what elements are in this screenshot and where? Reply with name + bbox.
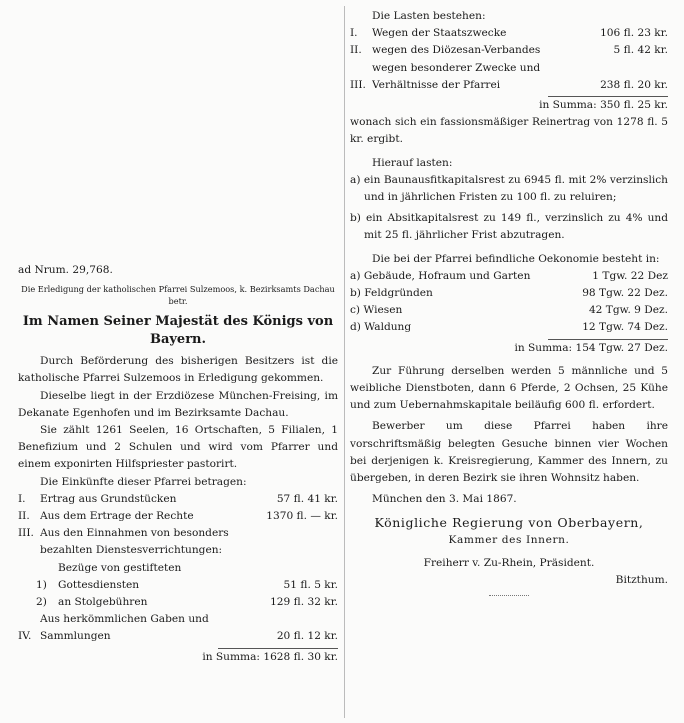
charge-amount: 238 fl. 20 kr. [600,78,668,91]
income-row [18,491,338,508]
estate-row [350,302,668,319]
charge-label: wegen des Diözesan-Verbandes [372,44,541,57]
paragraph-1: Durch Beförderung des bisherigen Besitzers ist die katholische Pfarrei Sulzemoos in Erledigung gekommen. [18,355,338,385]
signer-line: Freiherr v. Zu-Rhein, Präsident. [423,556,595,569]
right-column [350,8,668,602]
left-column [18,262,338,666]
charges-intro: Die Lasten bestehen: [372,10,486,22]
charge-num: III. [350,78,366,91]
paragraph-2: Dieselbe liegt in der Erzdiözese München-Freising, im Dekanate Egenhofen und im Bezirksamte Dachau. [18,389,338,419]
clerk-line: Bitzthum. [615,574,668,587]
income-label: Aus den Einnahmen von besonders bezahlten Dienstesverrichtungen: [40,527,229,557]
income-amount: 1370 fl. — kr. [266,510,338,523]
income-intro: Die Einkünfte dieser Pfarrei betragen: [40,475,247,488]
charge-label: Wegen der Staatszwecke [372,27,507,40]
debt-b: b) ein Absitkapitalsrest zu 149 fl., verzinslich zu 4% und mit 25 fl. jährlicher Frist abzutragen. [350,212,668,242]
estate-label: d) Waldung [350,321,412,334]
income-label: Ertrag aus Grundstücken [40,492,177,505]
charge-num: II. [350,44,362,57]
authority-line-2: Kammer des Innern. [448,533,570,546]
estate-label: a) Gebäude, Hofraum und Garten [350,269,531,282]
estate-amount: 12 Tgw. 74 Dez. [582,321,668,334]
estate-label: c) Wiesen [350,304,403,317]
income-amount: 57 fl. 41 kr. [276,492,338,505]
income-row [18,594,338,611]
estate-label: b) Feldgründen [350,287,433,300]
closing-rule [489,595,529,596]
income-label: Aus dem Ertrage der Rechte [40,510,194,523]
income-row [18,525,338,559]
estate-row [350,319,668,336]
income-row [18,560,338,594]
charge-row [350,60,668,94]
income-label: Aus herkömmlichen Gaben und Sammlungen [40,613,209,643]
charge-row [350,25,668,42]
date-line: München den 3. Mai 1867. [372,493,517,506]
charge-amount: 106 fl. 23 kr. [600,27,668,40]
income-label: an Stolgebühren [58,596,148,609]
application-paragraph: Bewerber um diese Pfarrei haben ihre vorschriftsmäßig belegten Gesuche binnen vier Wochen bei derjenigen k. Kreisregierung, Kammer des Innern, zu übergeben, in deren Bezirk sie ihren Wohnsitz haben. [350,420,668,485]
income-num: 1) [36,578,47,591]
charge-label: wegen besonderer Zwecke und Verhältnisse der Pfarrei [372,61,541,91]
income-num: III. [18,527,34,540]
charge-num: I. [350,27,358,40]
estate-amount: 98 Tgw. 22 Dez. [582,287,668,300]
income-amount: 51 fl. 5 kr. [283,578,338,591]
income-row [18,508,338,525]
reference-number: ad Nrum. 29,768. [18,264,113,276]
debt-a: a) ein Baunausfitkapitalsrest zu 6945 fl. mit 2% verzinslich und in jährlichen Fristen zu 100 fl. zu reluiren; [350,173,668,204]
income-num: IV. [18,630,32,643]
staff-paragraph: Zur Führung derselben werden 5 männliche und 5 weibliche Dienstboten, dann 6 Pferde, 2 Ochsen, 25 Kühe und zum Uebernahmskapitale beiläufig 600 fl. erfordert. [350,364,668,412]
income-amount: 20 fl. 12 kr. [276,630,338,643]
heading: Im Namen Seiner Majestät des Königs von Bayern. [22,314,334,348]
estate-row [350,285,668,302]
income-num: I. [18,492,26,505]
charge-row [350,42,668,59]
income-row [18,611,338,645]
income-num: II. [18,510,30,523]
charges-total: in Summa: 350 fl. 25 kr. [539,99,668,112]
estate-amount: 1 Tgw. 22 Dez [592,269,668,282]
estate-row [350,268,668,285]
net-yield: wonach sich ein fassionsmäßiger Reinertrag von 1278 fl. 5 kr. ergibt. [350,116,668,146]
debt-intro: Hierauf lasten: [372,156,453,169]
paragraph-3: Sie zählt 1261 Seelen, 16 Ortschaften, 5 Filialen, 1 Benefizium und 2 Schulen und wird vom Pfarrer und einem exponirten Hilfspriester pastorirt. [18,424,338,471]
estate-intro: Die bei der Pfarrei befindliche Oekonomie besteht in: [372,252,660,265]
income-num: 2) [36,596,47,609]
income-label: Bezüge von gestifteten Gottesdiensten [58,561,182,591]
column-divider [344,6,345,718]
estate-total: in Summa: 154 Tgw. 27 Dez. [514,341,668,354]
authority-line-1: Königliche Regierung von Oberbayern, [374,515,644,531]
estate-amount: 42 Tgw. 9 Dez. [588,304,668,317]
subject-line: Die Erledigung der katholischen Pfarrei Sulzemoos, k. Bezirksamts Dachau betr. [21,284,335,307]
income-amount: 129 fl. 32 kr. [270,596,338,609]
charge-amount: 5 fl. 42 kr. [613,44,668,57]
income-total: in Summa: 1628 fl. 30 kr. [202,650,338,663]
